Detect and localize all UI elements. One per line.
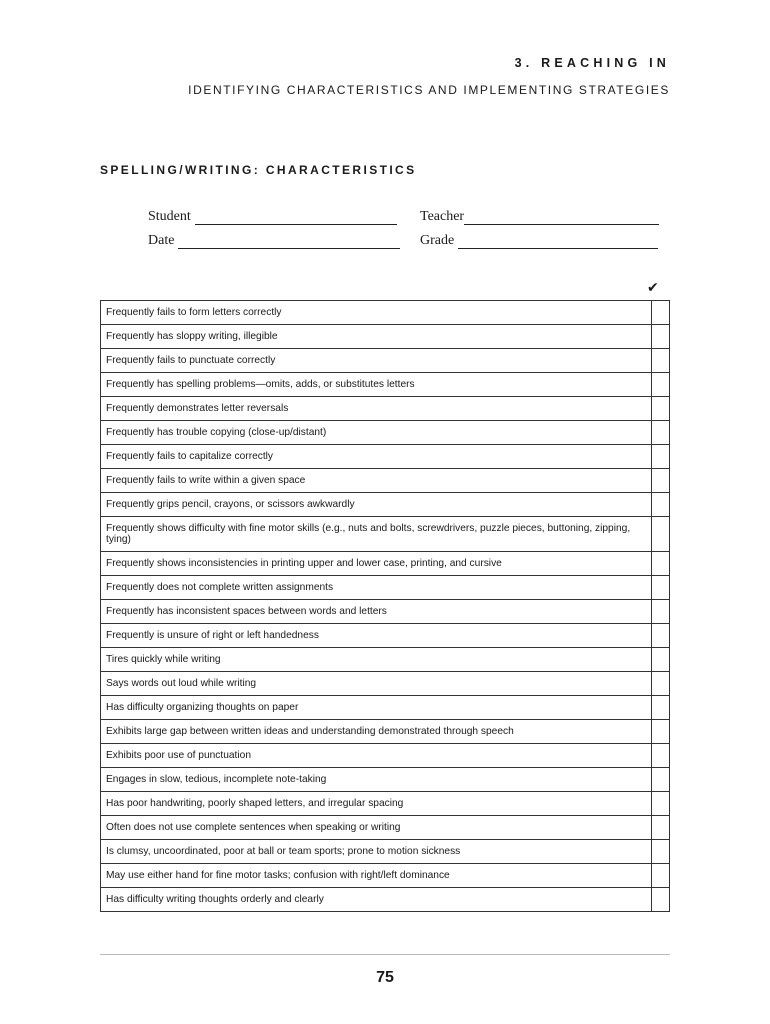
characteristic-text: Has difficulty writing thoughts orderly and clearly (101, 888, 652, 912)
table-row (101, 445, 670, 469)
table-row (101, 493, 670, 517)
characteristic-text: Frequently fails to punctuate correctly (101, 349, 652, 373)
check-box[interactable] (652, 672, 670, 696)
check-box[interactable] (652, 493, 670, 517)
check-box[interactable] (652, 421, 670, 445)
characteristic-text: Frequently has inconsistent spaces between words and letters (101, 600, 652, 624)
chapter-subtitle: IDENTIFYING CHARACTERISTICS AND IMPLEMENTING STRATEGIES (188, 83, 670, 97)
table-row (101, 552, 670, 576)
date-label: Date (148, 233, 175, 248)
grade-label: Grade (420, 233, 455, 248)
characteristic-text: Frequently fails to form letters correctly (101, 301, 652, 325)
characteristic-text: Exhibits large gap between written ideas and understanding demonstrated through speech (101, 720, 652, 744)
table-row (101, 325, 670, 349)
check-box[interactable] (652, 888, 670, 912)
characteristic-text: May use either hand for fine motor tasks; confusion with right/left dominance (101, 864, 652, 888)
chapter-heading: 3. REACHING IN (514, 56, 670, 70)
check-box[interactable] (652, 517, 670, 552)
check-box[interactable] (652, 301, 670, 325)
table-row (101, 517, 670, 552)
check-box[interactable] (652, 792, 670, 816)
check-box[interactable] (652, 373, 670, 397)
check-box[interactable] (652, 744, 670, 768)
teacher-label: Teacher (420, 209, 465, 224)
table-row (101, 600, 670, 624)
page-number: 75 (376, 969, 394, 986)
teacher-field[interactable] (420, 209, 659, 225)
table-row (101, 397, 670, 421)
teacher-line[interactable] (464, 211, 659, 225)
check-box[interactable] (652, 552, 670, 576)
characteristic-text: Tires quickly while writing (101, 648, 652, 672)
check-box[interactable] (652, 696, 670, 720)
date-line[interactable] (178, 235, 400, 249)
table-row (101, 672, 670, 696)
check-box[interactable] (652, 648, 670, 672)
characteristic-text: Is clumsy, uncoordinated, poor at ball or team sports; prone to motion sickness (101, 840, 652, 864)
table-row (101, 768, 670, 792)
table-row (101, 744, 670, 768)
table-row (101, 576, 670, 600)
check-box[interactable] (652, 325, 670, 349)
characteristic-text: Frequently shows difficulty with fine motor skills (e.g., nuts and bolts, screwdrivers, puzzle pieces, buttoning, zipping, tying) (101, 517, 652, 552)
characteristic-text: Engages in slow, tedious, incomplete note-taking (101, 768, 652, 792)
check-box[interactable] (652, 816, 670, 840)
table-row (101, 840, 670, 864)
date-field[interactable] (148, 233, 400, 249)
grade-line[interactable] (458, 235, 658, 249)
checkmark-icon: ✔ (647, 280, 659, 296)
characteristic-text: Frequently has spelling problems—omits, adds, or substitutes letters (101, 373, 652, 397)
table-row (101, 373, 670, 397)
characteristic-text: Frequently grips pencil, crayons, or scissors awkwardly (101, 493, 652, 517)
check-box[interactable] (652, 349, 670, 373)
table-row (101, 792, 670, 816)
characteristic-text: Frequently shows inconsistencies in printing upper and lower case, printing, and cursive (101, 552, 652, 576)
characteristics-table (100, 300, 670, 912)
check-box[interactable] (652, 445, 670, 469)
table-row (101, 349, 670, 373)
characteristic-text: Has poor handwriting, poorly shaped letters, and irregular spacing (101, 792, 652, 816)
characteristic-text: Frequently fails to write within a given space (101, 469, 652, 493)
characteristic-text: Frequently has sloppy writing, illegible (101, 325, 652, 349)
table-row (101, 888, 670, 912)
student-label: Student (148, 209, 191, 224)
check-box[interactable] (652, 768, 670, 792)
check-box[interactable] (652, 576, 670, 600)
student-field[interactable] (148, 209, 397, 225)
check-box[interactable] (652, 720, 670, 744)
characteristic-text: Frequently fails to capitalize correctly (101, 445, 652, 469)
characteristic-text: Frequently has trouble copying (close-up/distant) (101, 421, 652, 445)
check-box[interactable] (652, 840, 670, 864)
characteristic-text: Has difficulty organizing thoughts on paper (101, 696, 652, 720)
check-box[interactable] (652, 864, 670, 888)
check-box[interactable] (652, 469, 670, 493)
characteristic-text: Frequently is unsure of right or left handedness (101, 624, 652, 648)
characteristic-text: Says words out loud while writing (101, 672, 652, 696)
table-row (101, 301, 670, 325)
characteristic-text: Often does not use complete sentences when speaking or writing (101, 816, 652, 840)
table-row (101, 421, 670, 445)
footer-rule (100, 954, 670, 955)
table-row (101, 696, 670, 720)
characteristic-text: Frequently does not complete written assignments (101, 576, 652, 600)
table-row (101, 816, 670, 840)
check-box[interactable] (652, 397, 670, 421)
table-row (101, 624, 670, 648)
characteristic-text: Exhibits poor use of punctuation (101, 744, 652, 768)
characteristic-text: Frequently demonstrates letter reversals (101, 397, 652, 421)
section-title: SPELLING/WRITING: CHARACTERISTICS (100, 163, 417, 177)
table-row (101, 648, 670, 672)
student-line[interactable] (195, 211, 397, 225)
table-row (101, 864, 670, 888)
grade-field[interactable] (420, 233, 658, 249)
table-row (101, 720, 670, 744)
check-box[interactable] (652, 624, 670, 648)
check-box[interactable] (652, 600, 670, 624)
table-row (101, 469, 670, 493)
